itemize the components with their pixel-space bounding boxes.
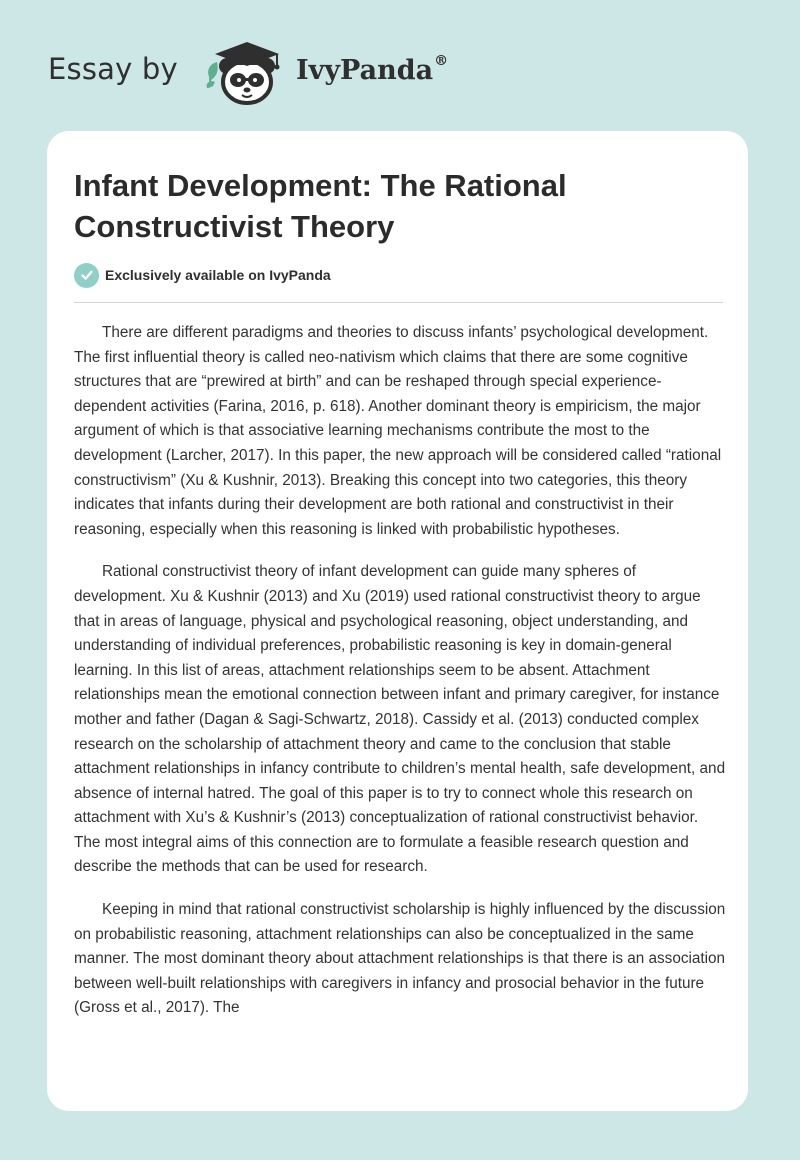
exclusive-badge (74, 262, 331, 288)
essay-by-label: Essay by (48, 52, 178, 86)
check-icon (74, 263, 99, 288)
essay-title: Infant Development: The Rational Constructivist Theory (74, 168, 567, 244)
brand-name[interactable]: IvyPanda® (296, 53, 449, 86)
paragraph-1: There are different paradigms and theories to discuss infants’ psychological development. The first influential theory is called neo-nativism which claims that there are some cognitive structures that are “prewired at birth” and can be reshaped through special experience-dependent activities (Farina, 2016, p. 618). Another dominant theory is empiricism, the major argument of which is that associative learning mechanisms contribute the most to the development (Larcher, 2017). In this paper, the new approach will be considered called “rational constructivism” (Xu & Kushnir, 2013). Breaking this concept into two categories, this theory indicates that infants during their development are both rational and constructivist in their reasoning, especially when this reasoning is linked with probabilistic hypotheses. (74, 324, 722, 538)
site-header (0, 0, 800, 130)
exclusive-badge-text: Exclusively available on IvyPanda (105, 267, 331, 283)
essay-card (47, 131, 748, 1111)
essay-body (74, 321, 726, 1039)
registered-mark: ® (434, 53, 449, 69)
paragraph-3: Keeping in mind that rational constructivist scholarship is highly influenced by the discussion on probabilistic reasoning, attachment relationships can also be conceptualized in the same manner. The most dominant theory about attachment relationships is that there is an association between well-built relationships with caregivers in infancy and prosocial behavior in the future (Gross et al., 2017). The (74, 901, 726, 1017)
divider (74, 302, 723, 303)
paragraph-2: Rational constructivist theory of infant development can guide many spheres of development. Xu & Kushnir (2013) and Xu (2019) used rational constructivist theory to argue that in areas of language, physical and psychological reasoning, object understanding, and understanding of individual preferences, probabilistic reasoning is key in domain-general learning. In this list of areas, attachment relationships seem to be absent. Attachment relationships mean the emotional connection between infant and primary caregiver, for instance mother and father (Dagan & Sagi-Schwartz, 2018). Cassidy et al. (2013) conducted complex research on the scholarship of attachment theory and came to the conclusion that stable attachment relationships in infancy contribute to children’s mental health, safe development, and absence of internal hatred. The goal of this paper is to try to connect whole this research on attachment with Xu’s & Kushnir’s (2013) conceptualization of rational constructivist behavior. The most integral aims of this connection are to formulate a feasible research question and describe the methods that can be used for research. (74, 563, 726, 876)
panda-logo-icon[interactable] (203, 36, 291, 110)
